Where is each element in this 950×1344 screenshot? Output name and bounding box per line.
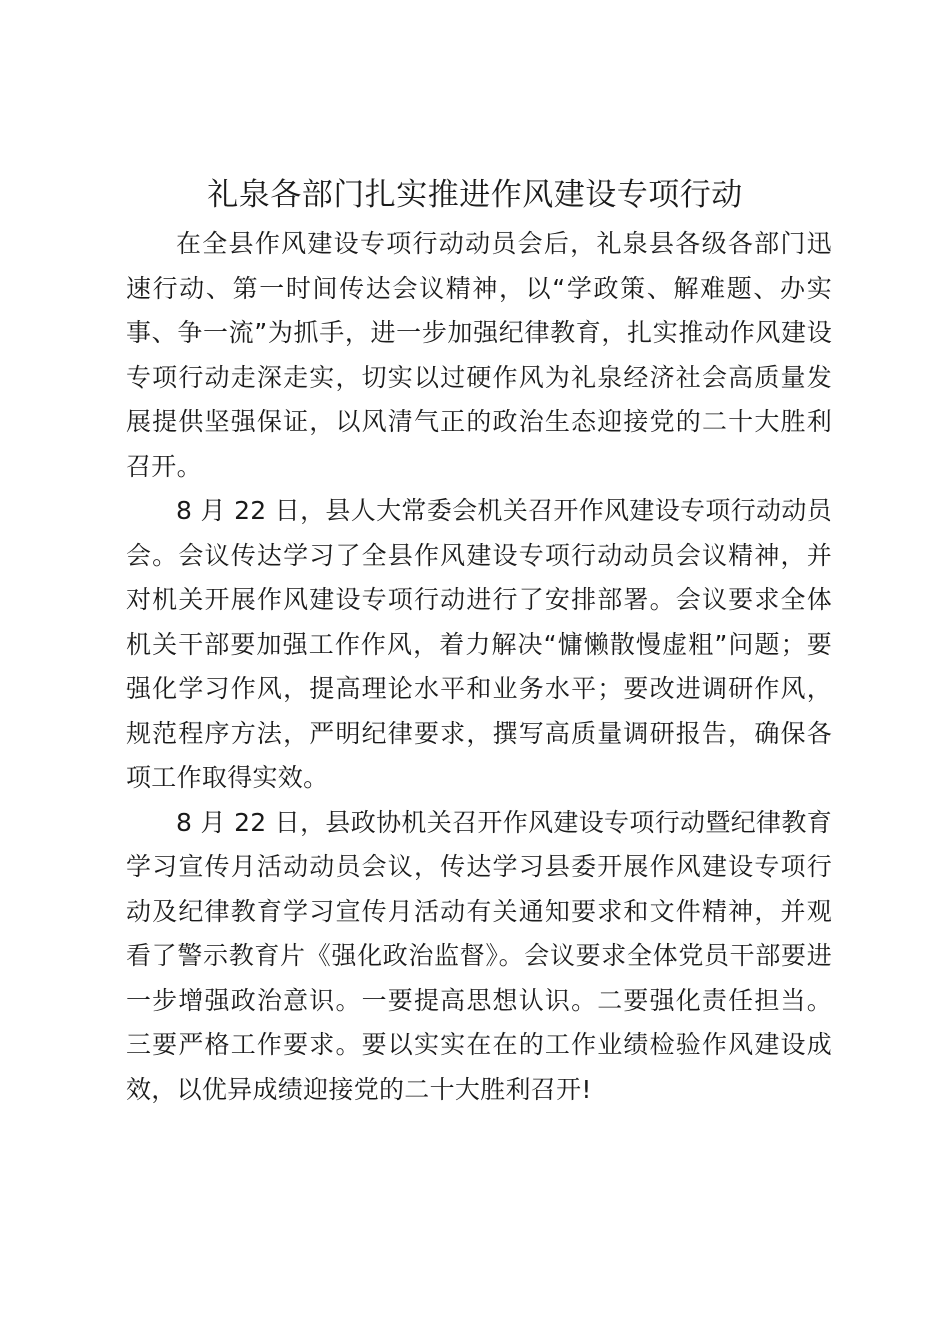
paragraph-intro: 在全县作风建设专项行动动员会后，礼泉县各级各部门迅速行动、第一时间传达会议精神，以“学政策、解难题、办实事、争一流”为抓手，进一步加强纪律教育，扎实推动作风建设专项行动走深走实，切实以过硬作风为礼泉经济社会高质量发展提供坚强保证，以风清气正的政治生态迎接党的二十大胜利召开。 — [126, 229, 832, 481]
paragraph-cppcc-meeting: 8 月 22 日，县政协机关召开作风建设专项行动暨纪律教育学习宣传月活动动员会议，传达学习县委开展作风建设专项行动及纪律教育学习宣传月活动有关通知要求和文件精神，并观看了警示教育片《强化政治监督》。会议要求全体党员干部要进一步增强政治意识。一要提高思想认识。二要强化责任担当。三要严格工作要求。要以实实在在的工作业绩检验作风建设成效，以优异成绩迎接党的二十大胜利召开! — [126, 807, 832, 1104]
paragraph-npc-meeting: 8 月 22 日，县人大常委会机关召开作风建设专项行动动员会。会议传达学习了全县作风建设专项行动动员会议精神，并对机关开展作风建设专项行动进行了安排部署。会议要求全体机关干部要加强工作作风，着力解决“慵懒散慢虚粗”问题；要强化学习作风，提高理论水平和业务水平；要改进调研作风，规范程序方法，严明纪律要求，撰写高质量调研报告，确保各项工作取得实效。 — [126, 496, 832, 792]
document-body — [126, 222, 832, 1112]
document-title: 礼泉各部门扎实推进作风建设专项行动 — [207, 177, 743, 213]
